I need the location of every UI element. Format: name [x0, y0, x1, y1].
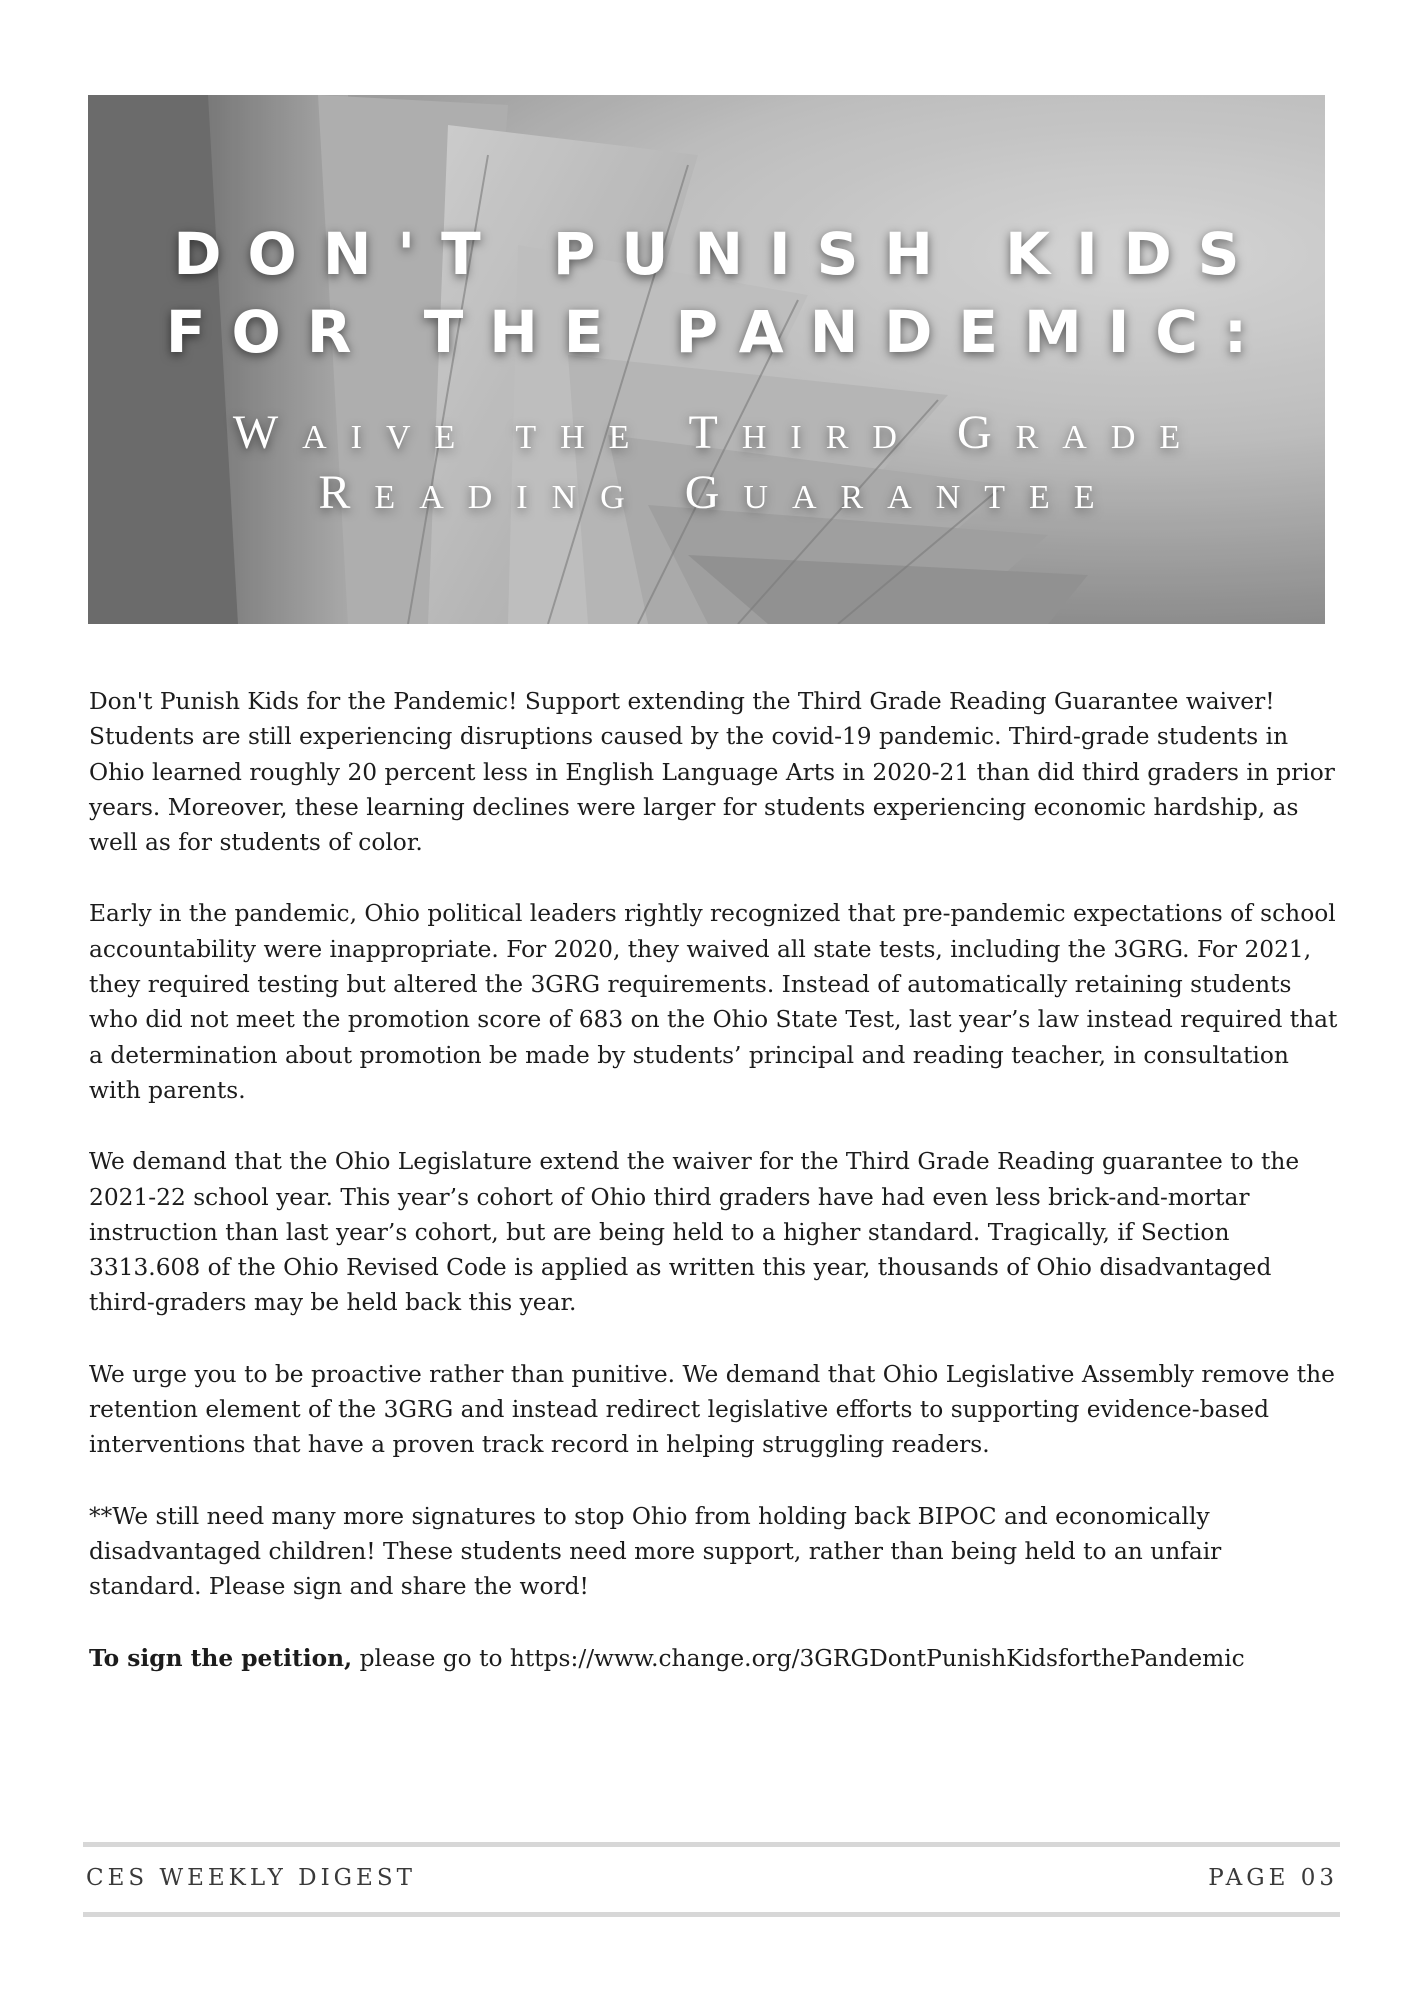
paragraph-intro: Don't Punish Kids for the Pandemic! Support extending the Third Grade Reading Guarantee waiver! Students are still experiencing disruptions caused by the covid-19 pandemic. Third-grade students in Ohio learned roughly 20 percent less in English Language Arts in 2020-21 than did third graders in prior years. Moreover, these learning declines were larger for students experiencing economic hardship, as well as for students of color. — [89, 688, 1335, 857]
footer-top-rule — [83, 1842, 1340, 1847]
footer-bottom-rule — [83, 1912, 1340, 1917]
footer-page-number: PAGE 03 — [1208, 1865, 1338, 1891]
hero-subtitle — [88, 403, 1325, 523]
paragraph-urge-proactive: We urge you to be proactive rather than punitive. We demand that Ohio Legislative Assembly remove the retention element of the 3GRG and instead redirect legislative efforts to supporting evidence-based interventions that have a proven track record in helping struggling readers. — [89, 1360, 1335, 1459]
hero-title — [88, 215, 1325, 371]
hero-title-line-1: DON'T PUNISH KIDS — [173, 220, 1266, 288]
hero-subtitle-line-2: Reading Guarantee — [318, 466, 1119, 519]
paragraph-demand-waiver: We demand that the Ohio Legislature extend the waiver for the Third Grade Reading guarantee to the 2021-22 school year. This year’s cohort of Ohio third graders have had even less brick-and-mortar instruction than last year’s cohort, but are being held to a higher standard. Tragically, if Section 3313.608 of the Ohio Revised Code is applied as written this year, thousands of Ohio disadvantaged third-graders may be held back this year. — [89, 1148, 1300, 1317]
article-body — [89, 684, 1339, 1676]
petition-lead: To sign the petition, — [89, 1644, 353, 1672]
petition-line — [89, 1641, 1339, 1676]
paragraph-early-pandemic: Early in the pandemic, Ohio political leaders rightly recognized that pre-pandemic expectations of school accountability were inappropriate. For 2020, they waived all state tests, including the 3GRG. For 2021, they required testing but altered the 3GRG requirements. Instead of automatically retaining students who did not meet the promotion score of 683 on the Ohio State Test, last year’s law instead required that a determination about promotion be made by students’ principal and reading teacher, in consultation with parents. — [89, 900, 1338, 1104]
paragraph-signatures: **We still need many more signatures to stop Ohio from holding back BIPOC and economically disadvantaged children! These students need more support, rather than being held to an unfair standard. Please sign and share the word! — [89, 1502, 1222, 1601]
footer-publication: CES WEEKLY DIGEST — [86, 1865, 416, 1891]
petition-link-text[interactable]: please go to https://www.change.org/3GRGDontPunishKidsforthePandemic — [352, 1644, 1245, 1672]
hero-banner — [88, 95, 1325, 624]
hero-title-line-2: FOR THE PANDEMIC: — [165, 298, 1274, 366]
hero-subtitle-line-1: Waive the Third Grade — [232, 406, 1205, 459]
